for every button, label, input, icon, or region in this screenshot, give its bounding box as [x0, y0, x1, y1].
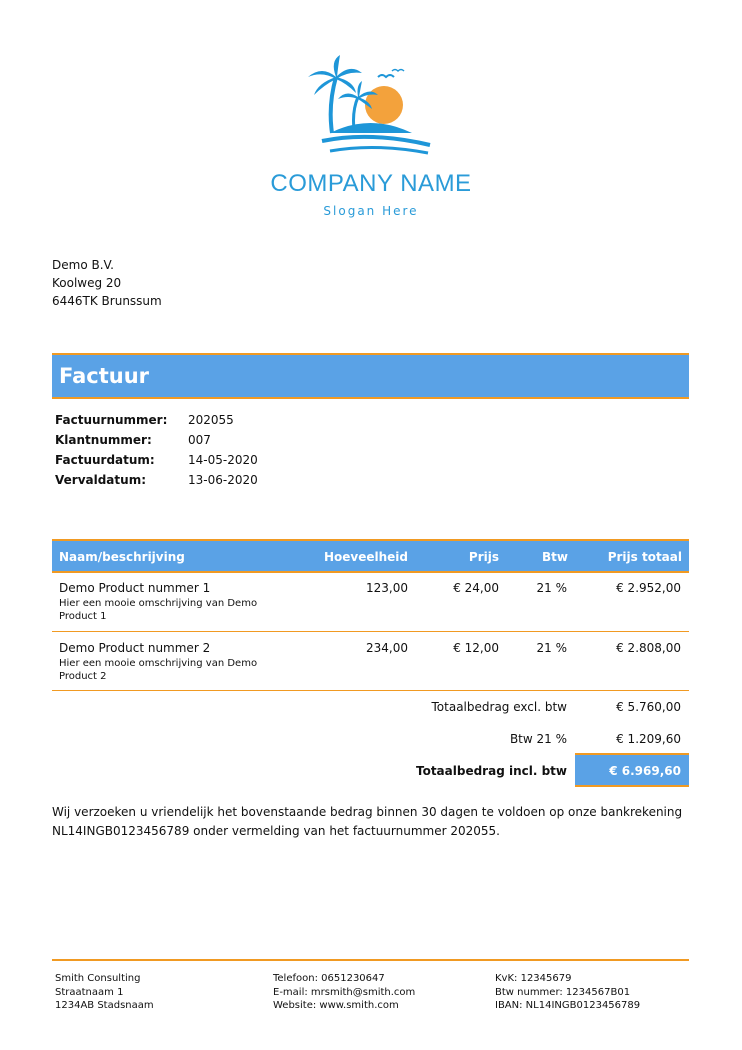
- recipient-name: Demo B.V.: [52, 258, 114, 272]
- company-slogan: Slogan Here: [323, 204, 419, 218]
- row-divider: [52, 631, 689, 632]
- payment-note: Wij verzoeken u vriendelijk het bovenstaande bedrag binnen 30 dagen te voldoen op onze bankrekening NL14INGB0123456789 onder vermelding van het factuurnummer 202055.: [52, 805, 683, 838]
- subtotal-value: € 5.760,00: [616, 700, 681, 714]
- customer-number-label: Klantnummer:: [55, 433, 152, 447]
- col-header-vat: Btw: [542, 550, 568, 564]
- footer-contact: [273, 972, 415, 1013]
- due-date-label: Vervaldatum:: [55, 473, 146, 487]
- item-vat: 21 %: [536, 581, 567, 595]
- customer-number-value: 007: [188, 433, 211, 447]
- invoice-title-bar: [52, 353, 689, 399]
- col-header-quantity: Hoeveelheid: [323, 550, 408, 564]
- col-header-name: Naam/beschrijving: [59, 550, 185, 564]
- footer-company-name: Smith Consulting: [55, 973, 141, 984]
- recipient-city: 6446TK Brunssum: [52, 294, 162, 308]
- invoice-date-value: 14-05-2020: [188, 453, 258, 467]
- footer-company-city: 1234AB Stadsnaam: [55, 1000, 154, 1011]
- item-description: Hier een mooie omschrijving van Demo Product 2: [59, 658, 258, 682]
- item-total: € 2.952,00: [616, 581, 681, 595]
- vat-total-label: Btw 21 %: [509, 732, 567, 746]
- item-name: Demo Product nummer 1: [59, 581, 211, 595]
- item-price: € 12,00: [453, 641, 499, 655]
- recipient-street: Koolweg 20: [52, 276, 122, 290]
- footer-kvk: KvK: 12345679: [495, 973, 572, 984]
- item-description: Hier een mooie omschrijving van Demo Product 1: [59, 598, 258, 622]
- due-date-value: 13-06-2020: [188, 473, 258, 487]
- item-quantity: 234,00: [366, 641, 408, 655]
- company-name: COMPANY NAME: [270, 170, 472, 197]
- item-vat: 21 %: [536, 641, 567, 655]
- grand-total-value: € 6.969,60: [609, 764, 681, 778]
- footer-iban: IBAN: NL14INGB0123456789: [495, 1000, 641, 1011]
- invoice-title: Factuur: [59, 364, 150, 388]
- col-header-total: Prijs totaal: [607, 550, 682, 564]
- item-price: € 24,00: [453, 581, 499, 595]
- grand-total-box: [575, 753, 689, 787]
- footer-company: [55, 972, 154, 1013]
- footer-website: Website: www.smith.com: [273, 1000, 399, 1011]
- col-header-price: Prijs: [468, 550, 499, 564]
- row-divider: [52, 690, 689, 691]
- items-table-header: [52, 539, 689, 573]
- item-quantity: 123,00: [366, 581, 408, 595]
- footer-divider: [52, 959, 689, 961]
- footer-phone: Telefoon: 0651230647: [273, 973, 385, 984]
- footer-email: E-mail: mrsmith@smith.com: [273, 986, 416, 998]
- item-name: Demo Product nummer 2: [59, 641, 211, 655]
- grand-total-label: Totaalbedrag incl. btw: [415, 764, 567, 778]
- invoice-number-value: 202055: [188, 413, 234, 427]
- subtotal-label: Totaalbedrag excl. btw: [431, 700, 567, 714]
- company-logo: [300, 55, 440, 165]
- footer-vat-number: Btw nummer: 1234567B01: [495, 986, 631, 998]
- vat-total-value: € 1.209,60: [616, 732, 681, 746]
- item-total: € 2.808,00: [616, 641, 681, 655]
- footer-registration: [495, 972, 640, 1013]
- footer-company-street: Straatnaam 1: [55, 986, 124, 998]
- invoice-date-label: Factuurdatum:: [55, 453, 155, 467]
- invoice-number-label: Factuurnummer:: [55, 413, 168, 427]
